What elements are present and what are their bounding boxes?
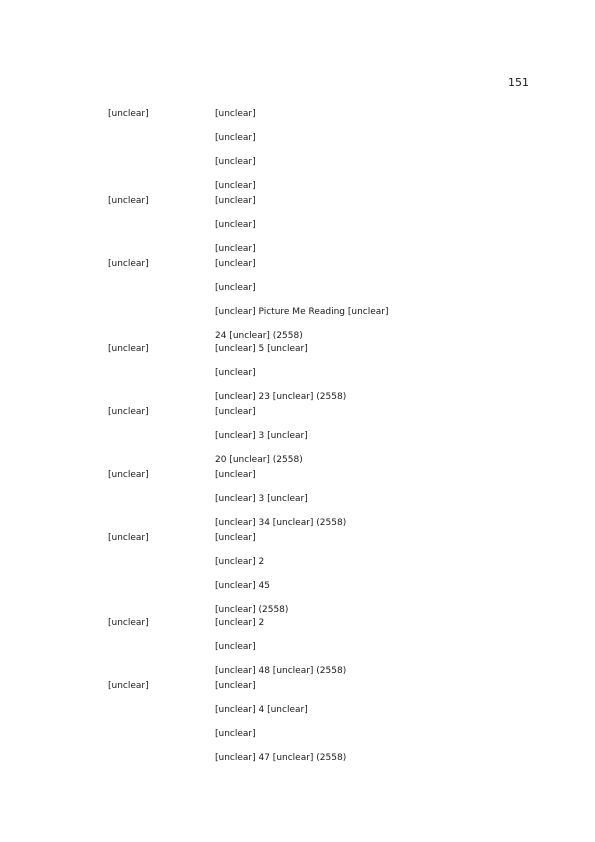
entry-title-line: [unclear] 47 [unclear] (2558) [215,753,347,763]
entry-title-line: 20 [unclear] (2558) [215,455,303,465]
entry-author: [unclear] [108,259,149,269]
entry-author: [unclear] [108,470,149,480]
entry-title-line: [unclear] [215,642,256,652]
entry-title-line: [unclear] [215,244,256,254]
entry-title-line: [unclear] Picture Me Reading [unclear] [215,307,389,317]
entry-title-line: [unclear] 5 [unclear] [215,344,308,354]
entry-title-line: [unclear] 3 [unclear] [215,494,308,504]
page-number: 151 [508,76,529,89]
entry-title-line: [unclear] [215,220,256,230]
entry-author: [unclear] [108,407,149,417]
entry-title-line: [unclear] 23 [unclear] (2558) [215,392,347,402]
entry-title-line: [unclear] [215,470,256,480]
entry-title-line: [unclear] 2 [215,557,265,567]
entry-title-line: [unclear] [215,681,256,691]
entry-title-line: [unclear] [215,407,256,417]
entry-title-line: [unclear] [215,196,256,206]
entry-title-line: [unclear] 48 [unclear] (2558) [215,666,347,676]
entry-author: [unclear] [108,196,149,206]
entry-title-line: [unclear] 4 [unclear] [215,705,308,715]
entry-title-line: [unclear] [215,729,256,739]
entry-title-line: [unclear] [215,368,256,378]
entry-title-line: 24 [unclear] (2558) [215,331,303,341]
entry-title-line: [unclear] [215,157,256,167]
entry-title-line: [unclear] [215,259,256,269]
entry-title-line: [unclear] [215,181,256,191]
entry-author: [unclear] [108,109,149,119]
entry-author: [unclear] [108,344,149,354]
entry-author: [unclear] [108,681,149,691]
entry-title-line: [unclear] 45 [215,581,270,591]
entry-title-line: [unclear] [215,133,256,143]
entry-title-line: [unclear] 2 [215,618,265,628]
entry-title-line: [unclear] [215,533,256,543]
entry-title-line: [unclear] (2558) [215,605,289,615]
entry-title-line: [unclear] 34 [unclear] (2558) [215,518,347,528]
entry-title-line: [unclear] [215,283,256,293]
entry-author: [unclear] [108,618,149,628]
entry-author: [unclear] [108,533,149,543]
entry-title-line: [unclear] 3 [unclear] [215,431,308,441]
entry-title-line: [unclear] [215,109,256,119]
